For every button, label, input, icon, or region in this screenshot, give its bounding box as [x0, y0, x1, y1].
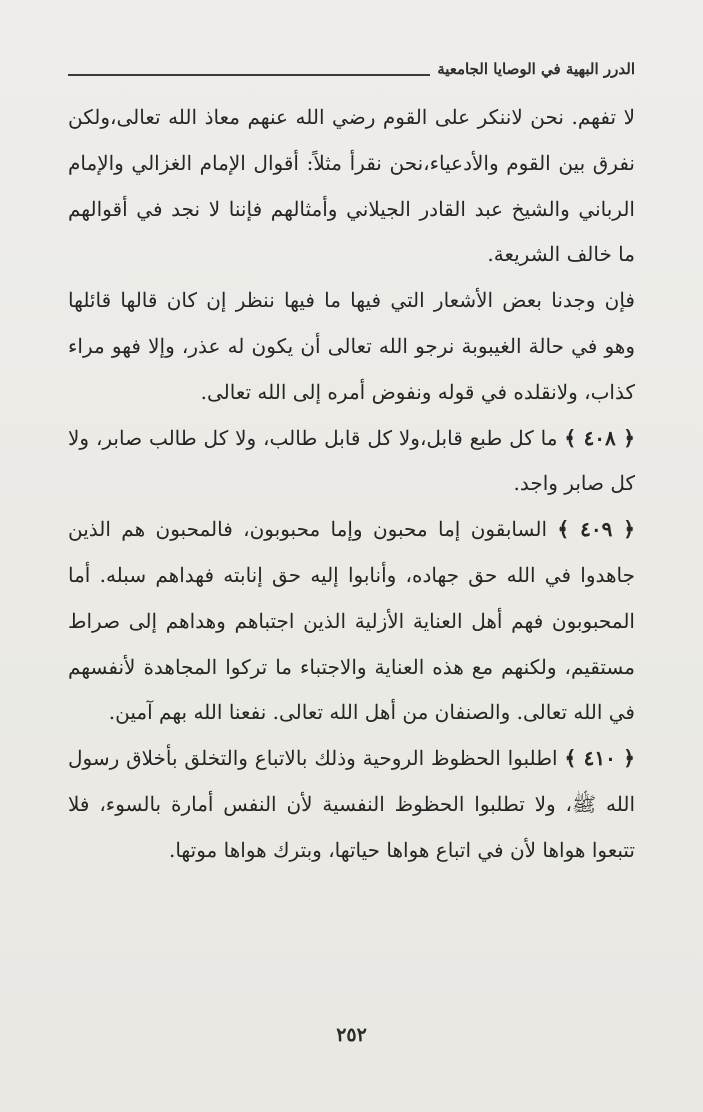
paragraph-text: اطلبوا الحظوظ الروحية وذلك بالاتباع والتخلق بأخلاق رسول الله ﷺ، ولا تطلبوا الحظوظ النفسية لأن النفس أمارة بالسوء، فلا تتبعوا هواها لأن في اتباع هواها حياتها، وبترك هواها موتها. — [68, 746, 635, 862]
running-header — [68, 58, 635, 88]
paragraph-text: لا تفهم. نحن لاننكر على القوم رضي الله عنهم معاذ الله تعالى،ولكن نفرق بين القوم والأدعياء،نحن نقرأ مثلاً: أقوال الإمام الغزالي والإمام الرباني والشيخ عبد القادر الجيلاني وأمثالهم فإننا لا نجد في أقوالهم ما خالف الشريعة. — [68, 105, 635, 267]
paragraph-number: ﴿ ٤٠٩ ﴾ — [557, 517, 636, 542]
paragraph-intro — [68, 95, 635, 278]
page-number: ٢٥٢ — [336, 1024, 367, 1046]
header-title: الدرر البهية في الوصايا الجامعية — [437, 60, 635, 78]
paragraph-text: السابقون إما محبون وإما محبوبون، فالمحبون هم الذين جاهدوا في الله حق جهاده، وأنابوا إليه حق إنابته فهداهم سبله. أما المحبوبون فهم أهل العناية الأزلية الذين اجتباهم وهداهم إلى صراط مستقيم، ولكنهم مع هذه العناية والاجتباء ما تركوا المجاهدة لأنفسهم في الله تعالى. والصنفان من أهل الله تعالى. نفعنا الله بهم آمين. — [68, 517, 635, 725]
paragraph-number: ﴿ ٤١٠ ﴾ — [564, 746, 635, 771]
paragraph-410 — [68, 736, 635, 873]
paragraph-409 — [68, 507, 635, 736]
paragraph-408 — [68, 416, 635, 508]
paragraph-text: ما كل طبع قابل،ولا كل قابل طالب، ولا كل طالب صابر، ولا كل صابر واجد. — [68, 425, 635, 496]
paragraph-poetry — [68, 278, 635, 415]
paragraph-number: ﴿ ٤٠٨ ﴾ — [564, 425, 635, 450]
body-text — [68, 95, 635, 874]
paragraph-text: فإن وجدنا بعض الأشعار التي فيها ما فيها ننظر إن كان قالها قائلها وهو في حالة الغيبوبة نرجو الله تعالى أن يكون له عذر، وإلا فهو مراء كذاب، ولانقلده في قوله ونفوض أمره إلى الله تعالى. — [68, 288, 635, 404]
header-rule — [68, 74, 430, 76]
